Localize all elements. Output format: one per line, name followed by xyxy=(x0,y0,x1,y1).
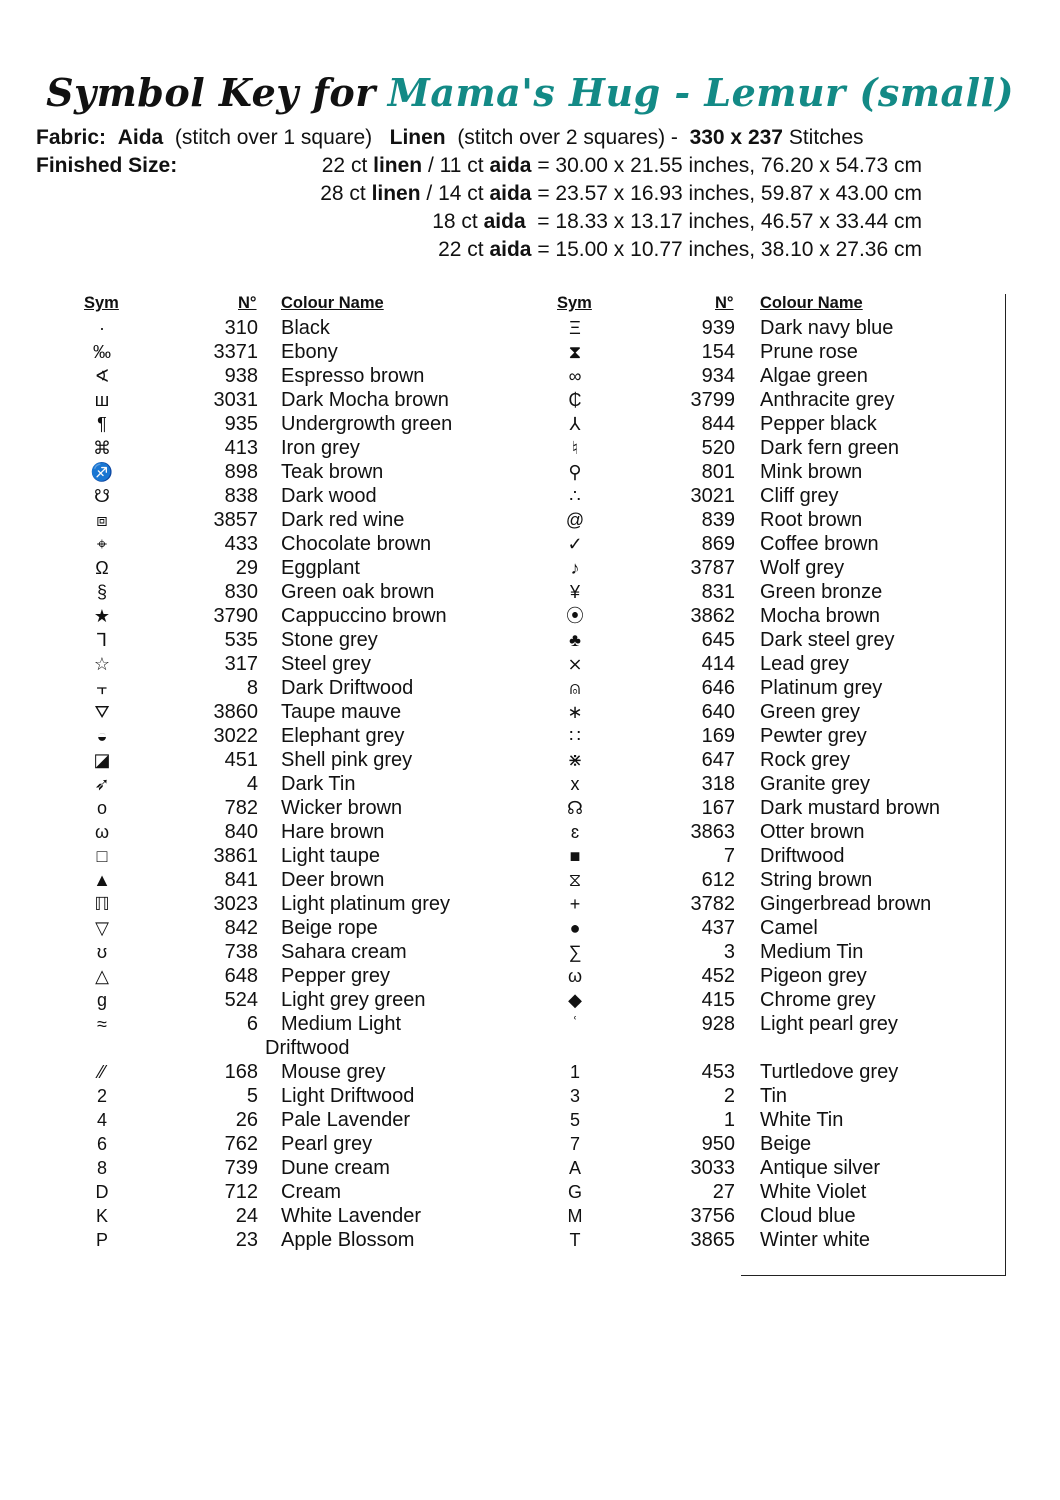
colour-name: Pewter grey xyxy=(760,725,867,747)
header-sym-left: Sym xyxy=(84,294,119,312)
colour-name: Rock grey xyxy=(760,749,851,771)
dmc-number: 712 xyxy=(224,1181,258,1203)
dmc-number: 154 xyxy=(701,341,735,363)
key-row-continuation xyxy=(0,1036,1060,1060)
symbol-glyph: △ xyxy=(95,966,109,986)
symbol-glyph: ♮ xyxy=(571,438,579,458)
colour-name: Light pearl grey xyxy=(760,1013,898,1035)
dmc-number: 26 xyxy=(235,1109,258,1131)
symbol-glyph: 6 xyxy=(96,1134,107,1154)
key-row xyxy=(0,916,1060,940)
dmc-number: 762 xyxy=(224,1133,258,1155)
dmc-number: 437 xyxy=(701,917,735,939)
dmc-number: 7 xyxy=(723,845,735,867)
colour-name: Pepper grey xyxy=(281,965,390,987)
symbol-glyph: ш xyxy=(94,390,110,410)
fabric-linen: Linen xyxy=(389,126,446,149)
key-row xyxy=(0,580,1060,604)
symbol-glyph: P xyxy=(95,1230,108,1250)
symbol-glyph: 3 xyxy=(569,1086,580,1106)
dmc-number: 413 xyxy=(224,437,258,459)
symbol-glyph: g xyxy=(96,990,107,1010)
colour-name: Cliff grey xyxy=(760,485,839,507)
key-row xyxy=(0,1132,1060,1156)
colour-name: Wolf grey xyxy=(760,557,845,579)
symbol-glyph: ‰ xyxy=(93,342,111,362)
key-row xyxy=(0,340,1060,364)
dmc-number: 3787 xyxy=(690,557,735,579)
dmc-number: 6 xyxy=(246,1013,258,1035)
finished-size-label: Finished Size: xyxy=(36,154,178,177)
finished-size-line: 28 ct linen / 14 ct aida = 23.57 x 16.93 inches, 59.87 x 43.00 cm xyxy=(320,182,922,205)
title-prefix: Symbol Key for xyxy=(46,70,376,115)
colour-name: Dark red wine xyxy=(281,509,405,531)
dmc-number: 612 xyxy=(701,869,735,891)
symbol-glyph: ♣ xyxy=(569,630,581,650)
fabric-aida-note: (stitch over 1 square) xyxy=(174,126,373,149)
colour-name: Mouse grey xyxy=(281,1061,386,1083)
symbol-glyph: ⦿ xyxy=(566,606,584,626)
symbol-glyph: T xyxy=(569,1230,581,1250)
colour-name: Pepper black xyxy=(760,413,877,435)
dmc-number: 452 xyxy=(701,965,735,987)
colour-name: Driftwood xyxy=(760,845,845,867)
symbol-glyph: ➶ xyxy=(94,774,110,794)
colour-name: Prune rose xyxy=(760,341,858,363)
dmc-number: 167 xyxy=(701,797,735,819)
dmc-number: 939 xyxy=(701,317,735,339)
key-row xyxy=(0,1060,1060,1084)
key-row xyxy=(0,724,1060,748)
colour-name: Light grey green xyxy=(281,989,426,1011)
dmc-number: 4 xyxy=(246,773,258,795)
symbol-glyph: ◒ xyxy=(96,726,108,746)
dmc-number: 5 xyxy=(246,1085,258,1107)
colour-name: Taupe mauve xyxy=(281,701,402,723)
colour-name: Cloud blue xyxy=(760,1205,856,1227)
dmc-number: 928 xyxy=(701,1013,735,1035)
colour-name: Pearl grey xyxy=(281,1133,373,1155)
dmc-number: 3862 xyxy=(690,605,735,627)
dmc-number: 2 xyxy=(723,1085,735,1107)
pattern-name: Mama's Hug - Lemur (small) xyxy=(387,70,1014,115)
colour-name: Platinum grey xyxy=(760,677,883,699)
dmc-number: 23 xyxy=(235,1229,258,1251)
colour-name: Mocha brown xyxy=(760,605,881,627)
symbol-glyph: ¥ xyxy=(569,582,580,602)
dmc-number: 950 xyxy=(701,1133,735,1155)
colour-name: Cappuccino brown xyxy=(281,605,447,627)
symbol-glyph: ω xyxy=(94,822,110,842)
dmc-number: 3033 xyxy=(690,1157,735,1179)
dmc-number: 738 xyxy=(224,941,258,963)
symbol-glyph: ∢ xyxy=(94,366,110,386)
symbol-glyph: ■ xyxy=(569,846,581,866)
symbol-glyph: ⅄ xyxy=(569,414,581,434)
dmc-number: 3790 xyxy=(213,605,258,627)
fabric-label: Fabric: xyxy=(36,126,107,149)
symbol-glyph: 2 xyxy=(96,1086,107,1106)
symbol-glyph: o xyxy=(96,798,107,818)
dmc-number: 24 xyxy=(235,1205,258,1227)
key-row xyxy=(0,1084,1060,1108)
dmc-number: 310 xyxy=(224,317,258,339)
symbol-glyph: ▲ xyxy=(93,870,111,890)
dmc-number: 414 xyxy=(701,653,735,675)
dmc-number: 938 xyxy=(224,365,258,387)
table-border-right xyxy=(1005,294,1006,1276)
colour-name: Chrome grey xyxy=(760,989,876,1011)
header-num-right: N° xyxy=(715,294,734,312)
key-row xyxy=(0,1180,1060,1204)
key-row xyxy=(0,820,1060,844)
dmc-number: 898 xyxy=(224,461,258,483)
colour-name: Anthracite grey xyxy=(760,389,895,411)
dmc-number: 647 xyxy=(701,749,735,771)
key-row xyxy=(0,964,1060,988)
symbol-glyph: ⧗ xyxy=(568,342,582,362)
key-row xyxy=(0,1156,1060,1180)
colour-name: Black xyxy=(281,317,330,339)
colour-name: Dune cream xyxy=(281,1157,390,1179)
symbol-glyph: ℿ xyxy=(94,894,110,914)
key-row xyxy=(0,1108,1060,1132)
finished-size-line: 22 ct linen / 11 ct aida = 30.00 x 21.55 inches, 76.20 x 54.73 cm xyxy=(321,154,922,177)
colour-name: Dark wood xyxy=(281,485,377,507)
key-row xyxy=(0,532,1060,556)
colour-name: Cream xyxy=(281,1181,342,1203)
dmc-number: 648 xyxy=(224,965,258,987)
symbol-glyph: ♐ xyxy=(90,462,114,482)
colour-name: Otter brown xyxy=(760,821,865,843)
stitch-count: 330 x 237 xyxy=(689,126,783,149)
key-row xyxy=(0,628,1060,652)
symbol-glyph: ⧈ xyxy=(96,510,108,530)
symbol-glyph: 4 xyxy=(96,1110,107,1130)
dmc-number: 1 xyxy=(723,1109,735,1131)
dmc-number: 524 xyxy=(224,989,258,1011)
colour-name: Beige rope xyxy=(281,917,378,939)
symbol-glyph: M xyxy=(567,1206,583,1226)
dmc-number: 842 xyxy=(224,917,258,939)
symbol-glyph: ♪ xyxy=(570,558,580,578)
colour-name: Dark Mocha brown xyxy=(281,389,449,411)
finished-size-line: 22 ct aida = 15.00 x 10.77 inches, 38.10 x 27.36 cm xyxy=(438,238,922,261)
colour-name: Teak brown xyxy=(281,461,384,483)
symbol-glyph: ⫟ xyxy=(96,678,108,698)
dmc-number: 3799 xyxy=(690,389,735,411)
colour-name: Light platinum grey xyxy=(281,893,450,915)
dmc-number: 839 xyxy=(701,509,735,531)
symbol-glyph: G xyxy=(567,1182,582,1202)
dmc-number: 838 xyxy=(224,485,258,507)
colour-name: Green oak brown xyxy=(281,581,435,603)
key-row xyxy=(0,388,1060,412)
symbol-glyph: Ꞁ xyxy=(96,630,108,650)
dmc-number: 3031 xyxy=(213,389,258,411)
symbol-glyph: ∷ xyxy=(569,726,581,746)
dmc-number: 935 xyxy=(224,413,258,435)
symbol-glyph: 5 xyxy=(569,1110,580,1130)
colour-name: Dark navy blue xyxy=(760,317,894,339)
symbol-glyph: ∑ xyxy=(568,942,582,962)
fabric-linen-note: (stitch over 2 squares) - xyxy=(457,126,678,149)
symbol-glyph: K xyxy=(95,1206,108,1226)
colour-name: Algae green xyxy=(760,365,868,387)
table-border-bottom xyxy=(741,1275,1006,1276)
symbol-glyph: ∴ xyxy=(569,486,581,506)
symbol-glyph: ∗ xyxy=(567,702,583,722)
colour-name: Stone grey xyxy=(281,629,378,651)
key-row xyxy=(0,700,1060,724)
colour-name: Granite grey xyxy=(760,773,871,795)
dmc-number: 535 xyxy=(224,629,258,651)
dmc-number: 318 xyxy=(701,773,735,795)
colour-name: White Tin xyxy=(760,1109,844,1131)
symbol-glyph: D xyxy=(95,1182,109,1202)
key-row xyxy=(0,1204,1060,1228)
colour-name: Ebony xyxy=(281,341,338,363)
dmc-number: 646 xyxy=(701,677,735,699)
dmc-number: 415 xyxy=(701,989,735,1011)
key-row xyxy=(0,892,1060,916)
symbol-glyph: + xyxy=(569,894,581,914)
colour-name: Coffee brown xyxy=(760,533,879,555)
symbol-glyph: Ω xyxy=(95,558,109,578)
symbol-glyph: x xyxy=(570,774,580,794)
colour-name: White Lavender xyxy=(281,1205,422,1227)
dmc-number: 29 xyxy=(235,557,258,579)
symbol-glyph: ● xyxy=(569,918,581,938)
colour-name: Apple Blossom xyxy=(281,1229,415,1251)
dmc-number: 3756 xyxy=(690,1205,735,1227)
key-row xyxy=(0,556,1060,580)
colour-name: Mink brown xyxy=(760,461,863,483)
header-name-left: Colour Name xyxy=(281,294,384,312)
key-row xyxy=(0,844,1060,868)
dmc-number: 168 xyxy=(224,1061,258,1083)
symbol-glyph: ⧖ xyxy=(568,870,582,890)
key-row xyxy=(0,1012,1060,1036)
symbol-glyph: ⌖ xyxy=(96,534,108,554)
page-title xyxy=(0,70,1060,115)
dmc-number: 317 xyxy=(224,653,258,675)
colour-name: Pigeon grey xyxy=(760,965,867,987)
colour-name: Eggplant xyxy=(281,557,360,579)
symbol-glyph: ✓ xyxy=(567,534,583,554)
key-row xyxy=(0,1228,1060,1252)
colour-name: Lead grey xyxy=(760,653,849,675)
colour-name: Iron grey xyxy=(281,437,360,459)
colour-name: Dark fern green xyxy=(760,437,899,459)
key-row xyxy=(0,868,1060,892)
header-sym-right: Sym xyxy=(557,294,592,312)
colour-name: Antique silver xyxy=(760,1157,881,1179)
symbol-glyph: ʊ xyxy=(96,942,108,962)
key-row xyxy=(0,436,1060,460)
symbol-glyph: ⛛ xyxy=(94,702,110,722)
dmc-number: 645 xyxy=(701,629,735,651)
dmc-number: 844 xyxy=(701,413,735,435)
colour-name: Light Driftwood xyxy=(281,1085,415,1107)
dmc-number: 831 xyxy=(701,581,735,603)
key-row xyxy=(0,460,1060,484)
dmc-number: 451 xyxy=(224,749,258,771)
symbol-glyph: § xyxy=(96,582,107,602)
dmc-number: 3022 xyxy=(213,725,258,747)
dmc-number: 3 xyxy=(723,941,735,963)
symbol-glyph: Ξ xyxy=(569,318,581,338)
symbol-glyph: ★ xyxy=(93,606,111,626)
symbol-glyph: ɛ xyxy=(570,822,580,842)
dmc-number: 801 xyxy=(701,461,735,483)
colour-name: Beige xyxy=(760,1133,812,1155)
key-row xyxy=(0,772,1060,796)
colour-name: Chocolate brown xyxy=(281,533,432,555)
symbol-glyph: @ xyxy=(565,510,585,530)
header-num-left: N° xyxy=(238,294,257,312)
dmc-number: 3863 xyxy=(690,821,735,843)
dmc-number: 3861 xyxy=(213,845,258,867)
colour-name: Shell pink grey xyxy=(281,749,413,771)
header-name-right: Colour Name xyxy=(760,294,863,312)
colour-name: Green bronze xyxy=(760,581,883,603)
key-row xyxy=(0,604,1060,628)
symbol-glyph: ⋇ xyxy=(567,750,583,770)
colour-name: Undergrowth green xyxy=(281,413,453,435)
dmc-number: 3857 xyxy=(213,509,258,531)
symbol-glyph: ⁄⁄ xyxy=(98,1062,105,1082)
dmc-number: 841 xyxy=(224,869,258,891)
key-row xyxy=(0,412,1060,436)
stitch-label: Stitches xyxy=(788,126,864,149)
colour-name: Camel xyxy=(760,917,818,939)
colour-name: Sahara cream xyxy=(281,941,407,963)
symbol-glyph: ⍝ xyxy=(569,678,581,698)
key-row xyxy=(0,508,1060,532)
symbol-glyph: 8 xyxy=(96,1158,107,1178)
colour-name: Light taupe xyxy=(281,845,380,867)
colour-name: Dark Driftwood xyxy=(281,677,414,699)
colour-name: Elephant grey xyxy=(281,725,405,747)
key-row xyxy=(0,748,1060,772)
dmc-number: 3371 xyxy=(213,341,258,363)
symbol-glyph: ω xyxy=(567,966,583,986)
symbol-glyph: ₵ xyxy=(568,390,582,410)
dmc-number: 830 xyxy=(224,581,258,603)
colour-name: Dark steel grey xyxy=(760,629,895,651)
colour-name: Espresso brown xyxy=(281,365,425,387)
dmc-number: 934 xyxy=(701,365,735,387)
key-row xyxy=(0,676,1060,700)
key-row xyxy=(0,652,1060,676)
colour-name-continued: Driftwood xyxy=(265,1037,350,1059)
symbol-glyph: 7 xyxy=(569,1134,580,1154)
dmc-number: 782 xyxy=(224,797,258,819)
symbol-glyph: ☆ xyxy=(93,654,111,674)
dmc-number: 869 xyxy=(701,533,735,555)
key-row xyxy=(0,940,1060,964)
dmc-number: 433 xyxy=(224,533,258,555)
colour-name: White Violet xyxy=(760,1181,867,1203)
dmc-number: 3782 xyxy=(690,893,735,915)
dmc-number: 3860 xyxy=(213,701,258,723)
key-row xyxy=(0,364,1060,388)
dmc-number: 3023 xyxy=(213,893,258,915)
symbol-glyph: ◆ xyxy=(568,990,582,1010)
symbol-glyph: · xyxy=(99,318,105,338)
dmc-number: 640 xyxy=(701,701,735,723)
dmc-number: 739 xyxy=(224,1157,258,1179)
symbol-glyph: ∞ xyxy=(568,366,582,386)
dmc-number: 3021 xyxy=(690,485,735,507)
finished-size-line: 18 ct aida = 18.33 x 13.17 inches, 46.57 x 33.44 cm xyxy=(432,210,922,233)
colour-name: Medium Light xyxy=(281,1013,402,1035)
key-row xyxy=(0,988,1060,1012)
symbol-glyph: ⚲ xyxy=(568,462,582,482)
symbol-glyph: ⨯ xyxy=(567,654,583,674)
colour-name: Steel grey xyxy=(281,653,372,675)
dmc-number: 3865 xyxy=(690,1229,735,1251)
dmc-number: 27 xyxy=(712,1181,735,1203)
colour-name: Hare brown xyxy=(281,821,385,843)
symbol-glyph: ☊ xyxy=(567,798,583,818)
colour-name: Dark Tin xyxy=(281,773,356,795)
colour-name: Wicker brown xyxy=(281,797,403,819)
key-row xyxy=(0,484,1060,508)
key-row xyxy=(0,796,1060,820)
colour-name: Root brown xyxy=(760,509,863,531)
dmc-number: 8 xyxy=(246,677,258,699)
dmc-number: 169 xyxy=(701,725,735,747)
symbol-glyph: ≈ xyxy=(97,1014,107,1034)
symbol-glyph: A xyxy=(568,1158,581,1178)
fabric-line xyxy=(36,126,864,150)
colour-name: Deer brown xyxy=(281,869,385,891)
dmc-number: 453 xyxy=(701,1061,735,1083)
colour-name: Tin xyxy=(760,1085,788,1107)
symbol-glyph: ⌘ xyxy=(93,438,111,458)
symbol-glyph: 1 xyxy=(569,1062,580,1082)
key-row xyxy=(0,316,1060,340)
colour-name: Gingerbread brown xyxy=(760,893,932,915)
dmc-number: 840 xyxy=(224,821,258,843)
colour-name: String brown xyxy=(760,869,873,891)
symbol-glyph: ☋ xyxy=(94,486,110,506)
colour-name: Green grey xyxy=(760,701,861,723)
symbol-glyph: ʿ xyxy=(572,1014,578,1034)
colour-name: Turtledove grey xyxy=(760,1061,899,1083)
symbol-glyph: ◪ xyxy=(93,750,111,770)
symbol-glyph: □ xyxy=(96,846,108,866)
symbol-glyph: ▽ xyxy=(95,918,109,938)
dmc-number: 520 xyxy=(701,437,735,459)
fabric-aida: Aida xyxy=(117,126,164,149)
colour-name: Pale Lavender xyxy=(281,1109,410,1131)
symbol-glyph: ¶ xyxy=(97,414,107,434)
colour-name: Medium Tin xyxy=(760,941,864,963)
colour-name: Dark mustard brown xyxy=(760,797,941,819)
colour-name: Winter white xyxy=(760,1229,871,1251)
